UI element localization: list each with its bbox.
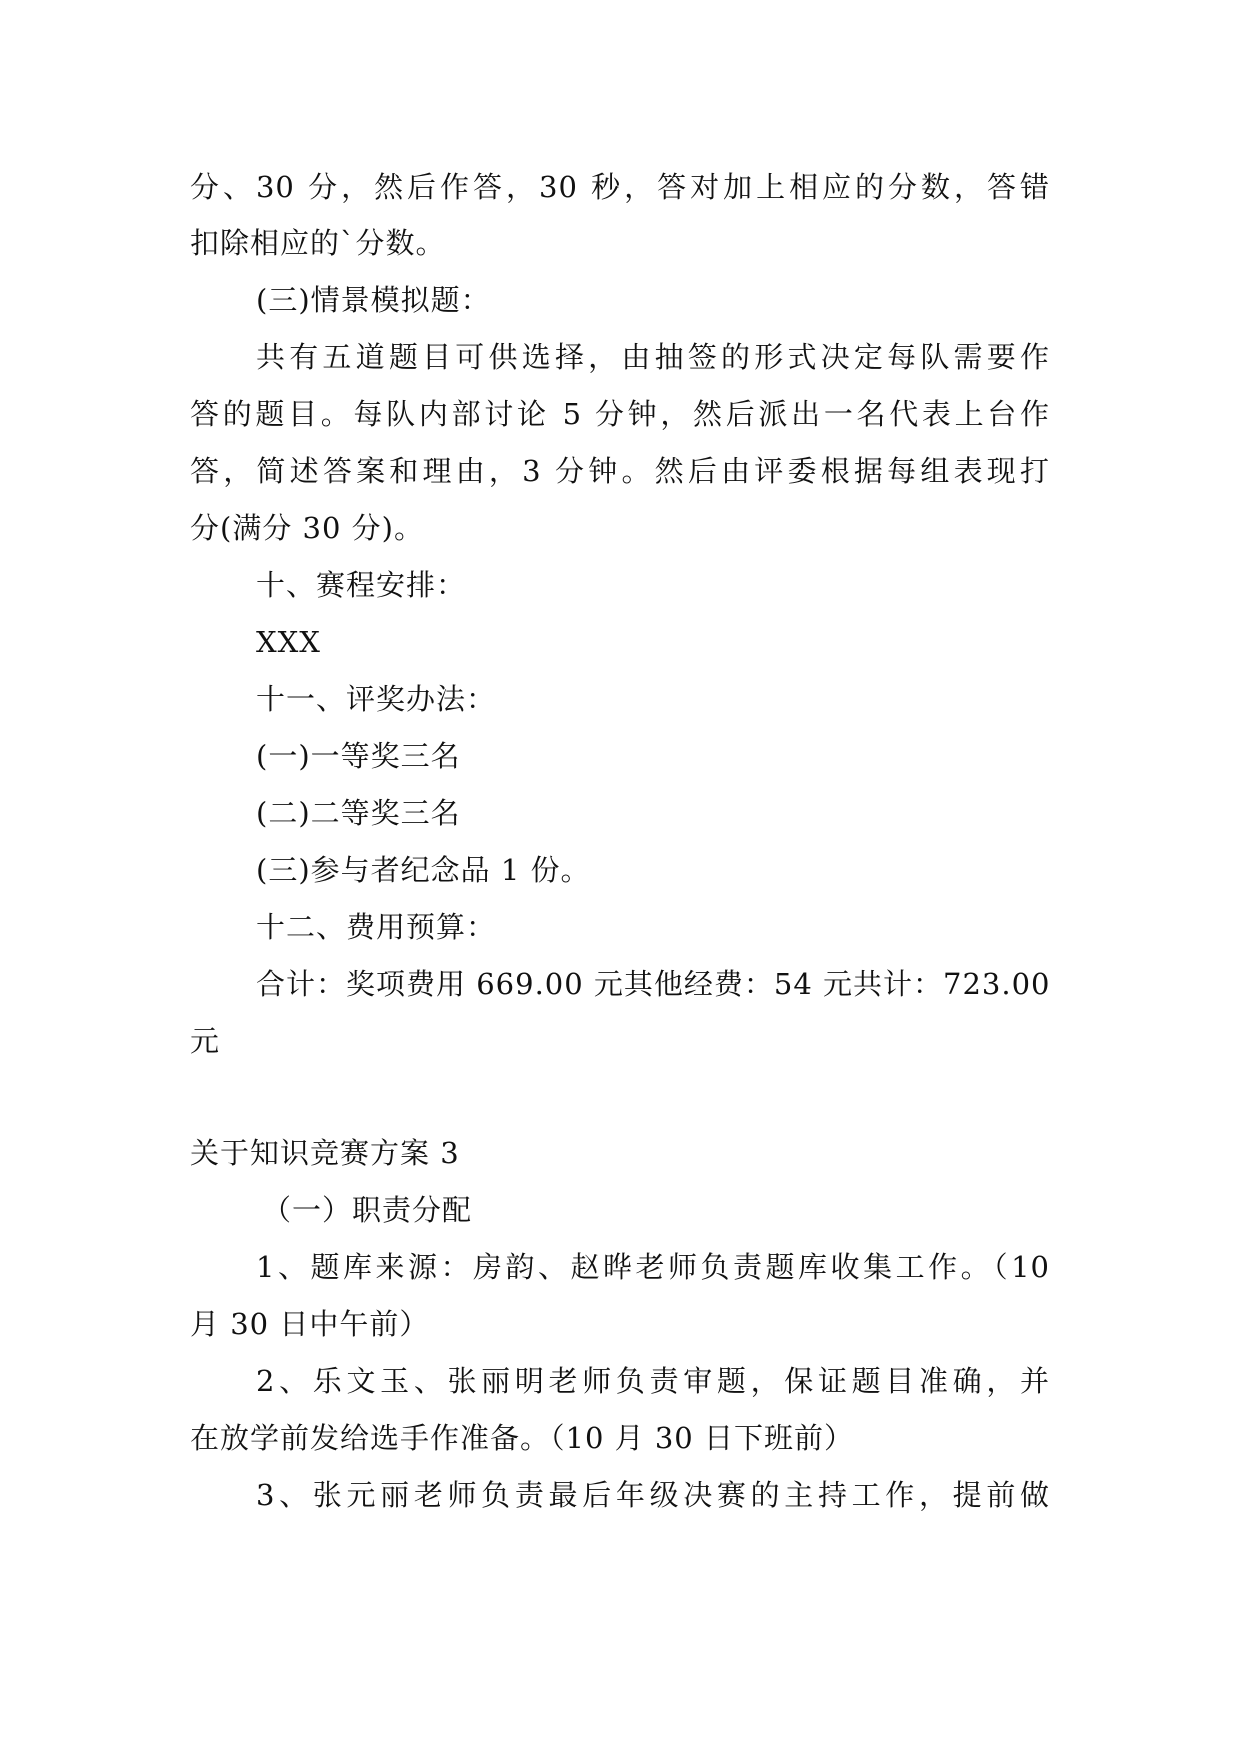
section-heading: 十一、评奖办法：	[256, 682, 497, 716]
paragraph-line: 2、乐文玉、张丽明老师负责审题，保证题目准确，并	[256, 1364, 1050, 1398]
document-title: 关于知识竞赛方案 3	[190, 1136, 460, 1170]
paragraph-line: 3、张元丽老师负责最后年级决赛的主持工作，提前做	[256, 1478, 1050, 1512]
paragraph-line: XXX	[256, 625, 321, 659]
list-item: (三)参与者纪念品 1 份。	[256, 853, 591, 887]
paragraph-line: 分、30 分，然后作答，30 秒，答对加上相应的分数，答错	[190, 170, 1050, 204]
paragraph-line: 扣除相应的`分数。	[190, 226, 446, 260]
paragraph-line: 分(满分 30 分)。	[190, 511, 424, 545]
paragraph-line: 答的题目。每队内部讨论 5 分钟，然后派出一名代表上台作	[190, 397, 1050, 431]
paragraph-line: 合计：奖项费用 669.00 元其他经费：54 元共计：723.00	[256, 967, 1051, 1001]
list-item: (一)一等奖三名	[256, 739, 461, 773]
list-item: (二)二等奖三名	[256, 796, 461, 830]
paragraph-line: 共有五道题目可供选择，由抽签的形式决定每队需要作	[256, 340, 1050, 374]
section-heading: （一）职责分配	[262, 1193, 473, 1227]
paragraph-line: 在放学前发给选手作准备。（10 月 30 日下班前）	[190, 1421, 854, 1455]
section-heading: (三)情景模拟题：	[256, 283, 491, 317]
paragraph-line: 元	[190, 1024, 221, 1058]
paragraph-line: 1、题库来源：房韵、赵晔老师负责题库收集工作。（10	[256, 1250, 1050, 1284]
section-heading: 十、赛程安排：	[256, 568, 467, 602]
paragraph-line: 月 30 日中午前）	[190, 1307, 430, 1341]
section-heading: 十二、费用预算：	[256, 910, 497, 944]
paragraph-line: 答，简述答案和理由，3 分钟。然后由评委根据每组表现打	[190, 454, 1050, 488]
